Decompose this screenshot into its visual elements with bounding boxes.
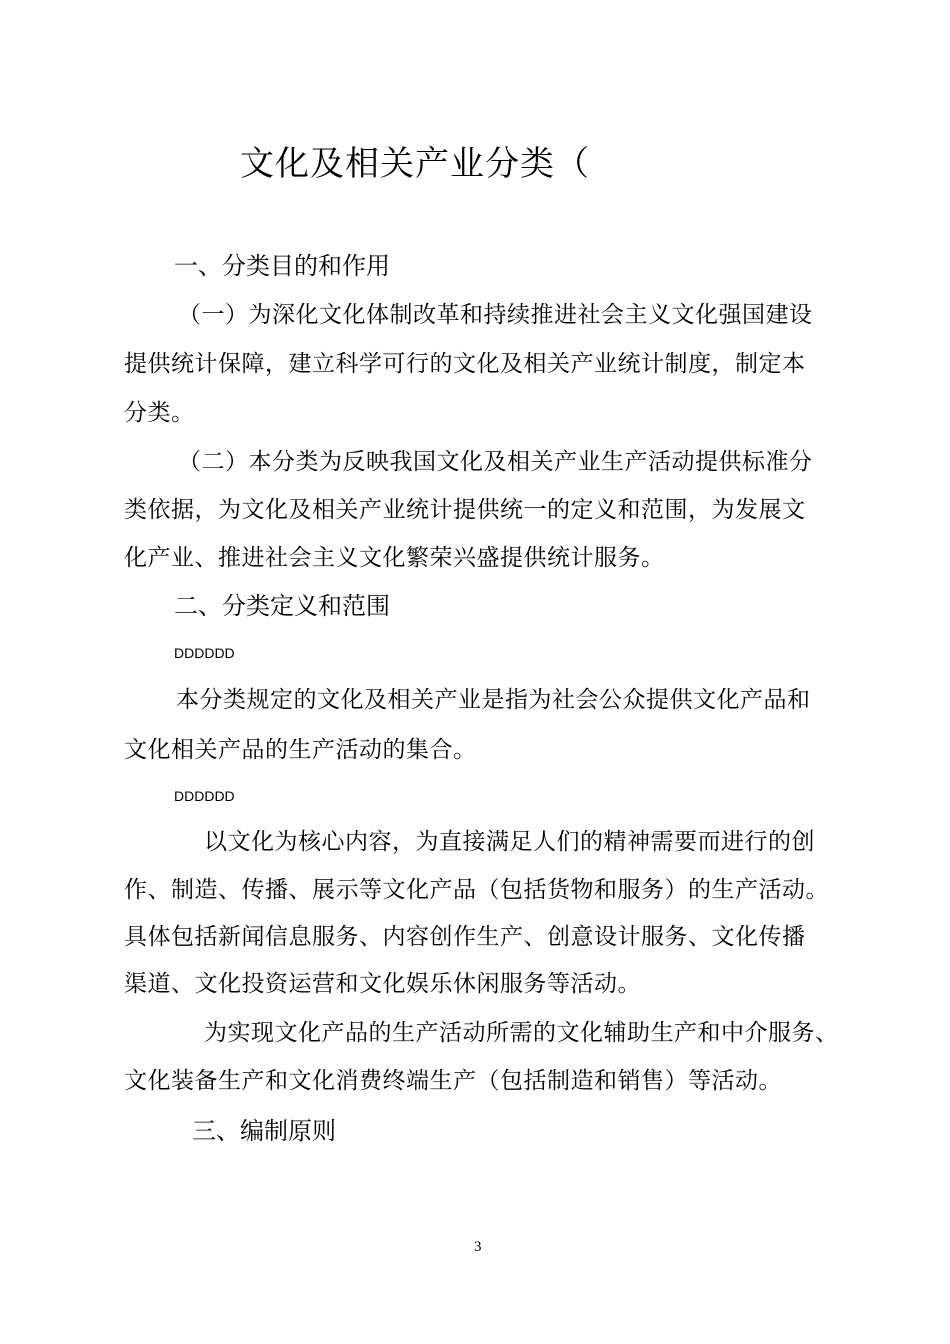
paragraph-line: 渠道、文化投资运营和文化娱乐休闲服务等活动。	[124, 971, 641, 997]
section-heading-definition: 二、分类定义和范围	[174, 592, 390, 620]
paragraph-line: （二）本分类为反映我国文化及相关产业生产活动提供标准分	[178, 449, 813, 475]
page-number: 3	[474, 1239, 482, 1255]
paragraph-line: 本分类规定的文化及相关产业是指为社会公众提供文化产品和	[176, 687, 811, 713]
section-heading-principles: 三、编制原则	[192, 1117, 336, 1145]
paragraph-line: 文化相关产品的生产活动的集合。	[124, 737, 477, 763]
document-title: 文化及相关产业分类（	[240, 144, 590, 184]
code-label: DDDDDD	[174, 645, 235, 661]
section-heading-purpose: 一、分类目的和作用	[174, 252, 390, 280]
paragraph-line: 为实现文化产品的生产活动所需的文化辅助生产和中介服务、	[204, 1020, 839, 1046]
paragraph-line: 分类。	[124, 400, 195, 426]
paragraph-line: 以文化为核心内容，为直接满足人们的精神需要而进行的创	[204, 829, 815, 855]
paragraph-line: （一）为深化文化体制改革和持续推进社会主义文化强国建设	[178, 302, 813, 328]
paragraph-line: 化产业、推进社会主义文化繁荣兴盛提供统计服务。	[124, 545, 665, 571]
code-label: DDDDDD	[174, 788, 235, 804]
paragraph-line: 提供统计保障，建立科学可行的文化及相关产业统计制度，制定本	[124, 351, 806, 377]
paragraph-line: 具体包括新闻信息服务、内容创作生产、创意设计服务、文化传播	[124, 924, 806, 950]
paragraph-line: 作、制造、传播、展示等文化产品（包括货物和服务）的生产活动。	[124, 877, 829, 903]
paragraph-line: 类依据，为文化及相关产业统计提供统一的定义和范围，为发展文	[124, 497, 806, 523]
paragraph-line: 文化装备生产和文化消费终端生产（包括制造和销售）等活动。	[124, 1068, 782, 1094]
